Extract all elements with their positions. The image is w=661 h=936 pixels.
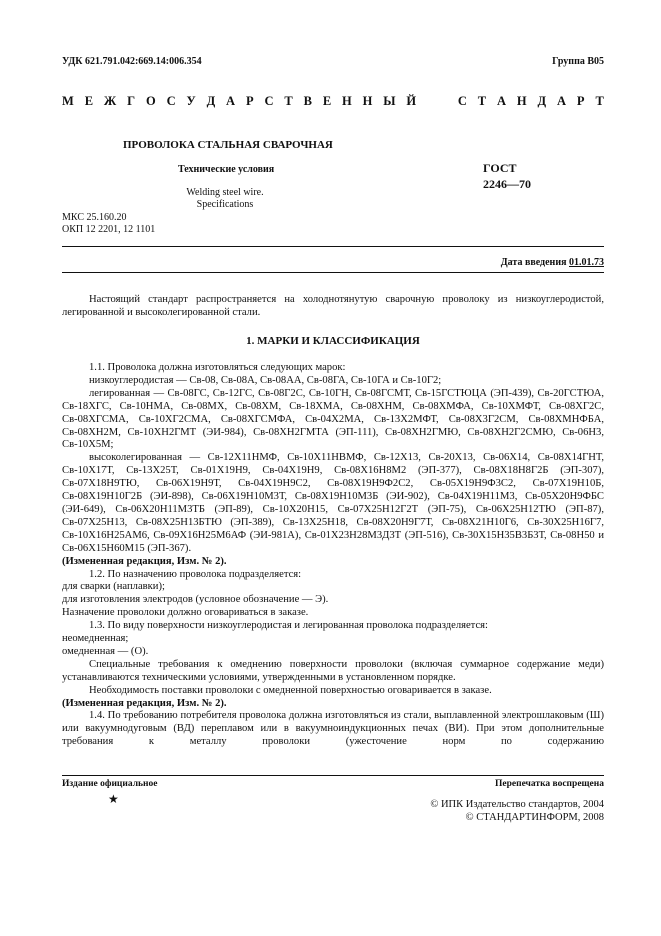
official-edition: Издание официальное	[62, 779, 158, 789]
banner-letter: О	[145, 94, 156, 108]
clause-1-1: 1.1. Проволока должна изготовляться следующих марок:	[89, 362, 346, 373]
banner-letter: Н	[516, 94, 527, 108]
purpose-welding: для сварки (наплавки);	[62, 581, 165, 593]
scope-text: Настоящий стандарт распространяется на холоднотянутую сварочную проволоку из низкоуглеродистой, легированной и высоколегированной стали.	[62, 294, 604, 318]
high-alloyed-grades: высоколегированная — Св-12Х11НМФ, Св-10Х11НВМФ, Св-12Х13, Св-20Х13, Св-06Х14, Св-08Х14ГНТ, Св-10Х17Т, Св-13Х25Т, Св-01Х19Н9, Св-04Х19Н9, Св-08Х16Н8М2 (ЭП-377), Св-08Х18Н8Г2Б (ЭП-307), Св-07Х18Н9ТЮ, Св-06Х19Н9Т, Св-04Х19Н9С2, Св-08Х19Н9Ф2С2, Св-05Х19Н9Ф3С2, Св-07Х19Н10Б, Св-08Х19Н10Г2Б (ЭИ-898), Св-06Х19Н10М3Т, Св-08Х19Н10М3Б (ЭИ-902), Св-04Х19Н11М3, Св-05Х20Н9ФБС (ЭИ-649), Св-06Х20Н11М3ТБ (ЭП-89), Св-10Х20Н15, Св-07Х25Н12Г2Т (ЭП-75), Св-06Х25Н12ТЮ (ЭП-87), Св-07Х25Н13, Св-08Х25Н13БТЮ (ЭП-389), Св-13Х25Н18, Св-08Х20Н9Г7Т, Св-08Х21Н10Г6, Св-30Х25Н16Г7, Св-10Х16Н25АМ6, Св-09Х16Н25М6АФ (ЭИ-981А), Св-01Х23Н28М3Д3Т (ЭП-516), Св-30Х15Н35В3Б3Т, Св-08Н50 и Св-06Х15Н60М15 (ЭП-367).	[62, 452, 604, 554]
banner-letter: М	[62, 94, 74, 108]
copyright	[430, 798, 604, 824]
section-heading: 1. МАРКИ И КЛАССИФИКАЦИЯ	[246, 335, 420, 347]
banner-letter: Р	[576, 94, 585, 108]
clause-1-3: 1.3. По виду поверхности низкоуглеродистая и легированная проволока подразделяется:	[89, 620, 488, 632]
group-code: Группа В05	[552, 56, 604, 67]
udk-code: УДК 621.791.042:669.14:006.354	[62, 56, 202, 67]
introduction-date	[501, 257, 604, 268]
banner-letter: Е	[84, 94, 94, 108]
section-body	[62, 362, 604, 749]
banner-gap	[427, 94, 447, 109]
english-title	[165, 187, 285, 211]
gost-label: ГОСТ	[483, 161, 517, 175]
star-icon: ★	[108, 792, 119, 806]
date-divider	[62, 272, 604, 273]
banner-letter: У	[186, 94, 196, 108]
surface-coated: омедненная — (О).	[62, 645, 149, 657]
banner-letter: Н	[342, 94, 352, 108]
banner-letter: Т	[284, 94, 293, 108]
banner-letter: Д	[206, 94, 216, 108]
gost-code: 2246—70	[483, 177, 531, 191]
mks-code: МКС 25.160.20	[62, 212, 127, 223]
banner-letter: Ы	[383, 94, 396, 108]
gost-number	[483, 160, 531, 192]
banner-letter: С	[166, 94, 176, 108]
banner-letter: А	[557, 94, 567, 108]
banner-letter: А	[226, 94, 236, 108]
okp-code: ОКП 12 2201, 12 1101	[62, 224, 156, 235]
banner-letter: Т	[477, 94, 487, 108]
banner-letter: В	[303, 94, 312, 108]
coating-order: Необходимость поставки проволоки с омедненной поверхностью оговаривается в заказе.	[89, 684, 492, 696]
introduction-date-value: 01.01.73	[569, 257, 604, 268]
amendment-note: (Измененная редакция, Изм. № 2).	[62, 697, 227, 709]
banner-letter: Г	[127, 94, 136, 108]
banner-letter: С	[264, 94, 274, 108]
low-carbon-grades: низкоуглеродистая — Св-08, Св-08А, Св-08АА, Св-08ГА, Св-10ГА и Св-10Г2;	[89, 374, 442, 386]
banner-letter: Ж	[103, 94, 117, 108]
surface-uncoated: неомедненная;	[62, 633, 129, 645]
banner-letter: А	[497, 94, 507, 108]
reprint-prohibited: Перепечатка воспрещена	[494, 779, 604, 789]
banner-letter: Е	[322, 94, 332, 108]
standard-title: ПРОВОЛОКА СТАЛЬНАЯ СВАРОЧНАЯ	[123, 139, 333, 151]
interstate-standard-banner	[62, 94, 604, 109]
copyright-line-1: © ИПК Издательство стандартов, 2004	[430, 799, 604, 810]
banner-letter: Н	[362, 94, 373, 108]
banner-letter: С	[457, 94, 467, 108]
clause-1-4: 1.4. По требованию потребителя проволока должна изготовляться из стали, выплавленной электрошлаковым (Ш) или вакуумнодуговым (ВД) переплавом или в вакуумноиндукционных печах (ВИ). При этом дополнительные требования к металлу проволоки (ужесточение норм по содержанию	[62, 710, 604, 748]
copyright-line-2: © СТАНДАРТИНФОРМ, 2008	[465, 812, 604, 823]
clause-1-2: 1.2. По назначению проволока подразделяется:	[89, 568, 302, 580]
footer-divider	[62, 775, 604, 776]
english-title-line-2: Specifications	[196, 199, 254, 210]
purpose-order: Назначение проволоки должно оговариваться в заказе.	[62, 607, 309, 619]
standard-subtitle: Технические условия	[178, 164, 275, 175]
banner-letter: Д	[537, 94, 547, 108]
classification-codes	[62, 212, 155, 236]
banner-letter: Й	[406, 94, 417, 108]
scope-paragraph	[62, 294, 604, 320]
coating-requirements: Специальные требования к омеднению поверхности проволоки (включая суммарное содержание меди) устанавливаются техническими условиями, утвержденными в установленном порядке.	[62, 658, 604, 683]
amendment-note: (Измененная редакция, Изм. № 2).	[62, 555, 227, 567]
alloyed-grades: легированная — Св-08ГС, Св-12ГС, Св-08Г2С, Св-10ГН, Св-08ГСМТ, Св-15ГСТЮЦА (ЭП-439), Св-20ГСТЮА, Св-18ХГС, Св-10НМА, Св-08МХ, Св-08ХМ, Св-18ХМА, Св-08ХНМ, Св-08ХМФА, Св-10ХМФТ, Св-08ХГ2С, Св-08ХГСМА, Св-10ХГ2СМА, Св-08ХГСМФА, Св-04Х2МА, Св-13Х2МФТ, Св-08Х3Г2СМ, Св-08ХМНФБА, Св-08ХН2М, Св-10ХН2ГМТ (ЭИ-984), Св-08ХН2ГМТА (ЭП-111), Св-08ХН2ГМЮ, Св-08ХН2Г2СМЮ, Св-06Н3, Св-10Х5М;	[62, 387, 604, 451]
english-title-line-1: Welding steel wire.	[186, 187, 264, 198]
header-divider	[62, 246, 604, 247]
banner-letter: Т	[595, 94, 604, 108]
purpose-electrodes: для изготовления электродов (условное обозначение — Э).	[62, 594, 329, 606]
banner-letter: Р	[245, 94, 254, 108]
introduction-date-label: Дата введения	[500, 257, 569, 268]
